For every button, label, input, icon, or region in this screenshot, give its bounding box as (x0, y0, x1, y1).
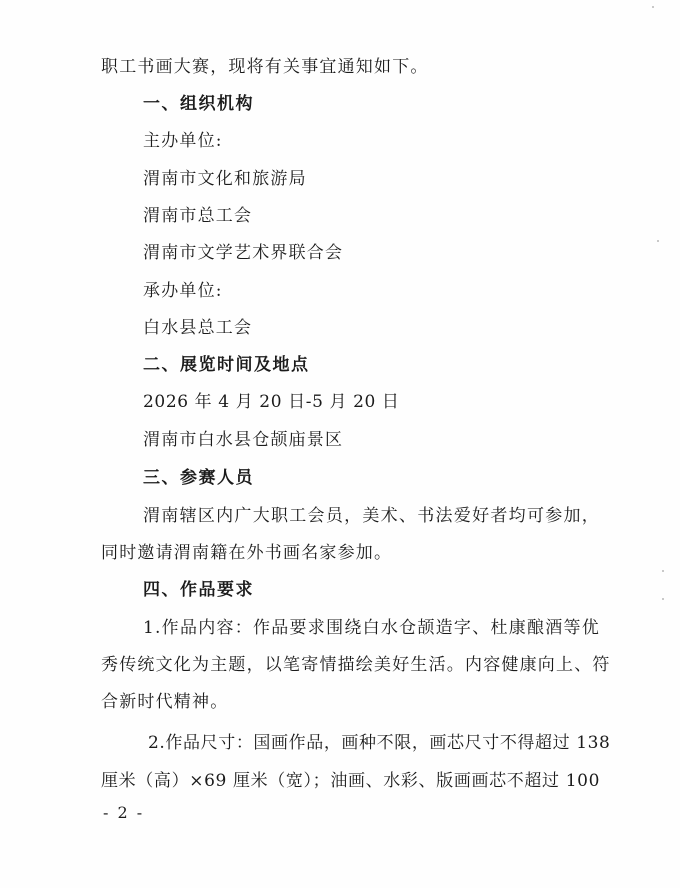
organizer-2: 渭南市总工会 (143, 206, 253, 226)
scan-speck (652, 6, 654, 8)
heading-requirements: 四、作品要求 (143, 580, 254, 600)
organizer-1: 渭南市文化和旅游局 (143, 169, 307, 189)
exhibition-location: 渭南市白水县仓颉庙景区 (143, 430, 344, 450)
size-line-2: 厘米（高）×69 厘米（宽）；油画、水彩、版画画芯不超过 100 (101, 771, 600, 791)
intro-line: 职工书画大赛，现将有关事宜通知如下。 (101, 57, 429, 77)
scan-speck (662, 598, 664, 600)
participants-line-2: 同时邀请渭南籍在外书画名家参加。 (101, 543, 393, 563)
exhibition-dates: 2026 年 4 月 20 日-5 月 20 日 (143, 392, 400, 412)
size-line-1: 2.作品尺寸：国画作品，画种不限，画芯尺寸不得超过 138 (148, 733, 611, 753)
undertaker-label: 承办单位: (143, 281, 223, 301)
content-line-3: 合新时代精神。 (101, 692, 229, 712)
scan-speck (662, 570, 664, 572)
scan-speck (657, 240, 659, 242)
organizer-label: 主办单位: (143, 131, 223, 151)
content-line-1: 1.作品内容：作品要求围绕白水仓颉造字、杜康酿酒等优 (143, 618, 600, 638)
organizer-3: 渭南市文学艺术界联合会 (143, 243, 344, 263)
heading-organization: 一、组织机构 (143, 94, 254, 114)
heading-time-location: 二、展览时间及地点 (143, 355, 310, 375)
content-line-2: 秀传统文化为主题，以笔寄情描绘美好生活。内容健康向上、符 (101, 655, 611, 675)
undertaker-1: 白水县总工会 (143, 318, 253, 338)
participants-line-1: 渭南辖区内广大职工会员，美术、书法爱好者均可参加， (143, 506, 600, 526)
page-number: - 2 - (103, 803, 145, 822)
heading-participants: 三、参赛人员 (143, 468, 254, 488)
